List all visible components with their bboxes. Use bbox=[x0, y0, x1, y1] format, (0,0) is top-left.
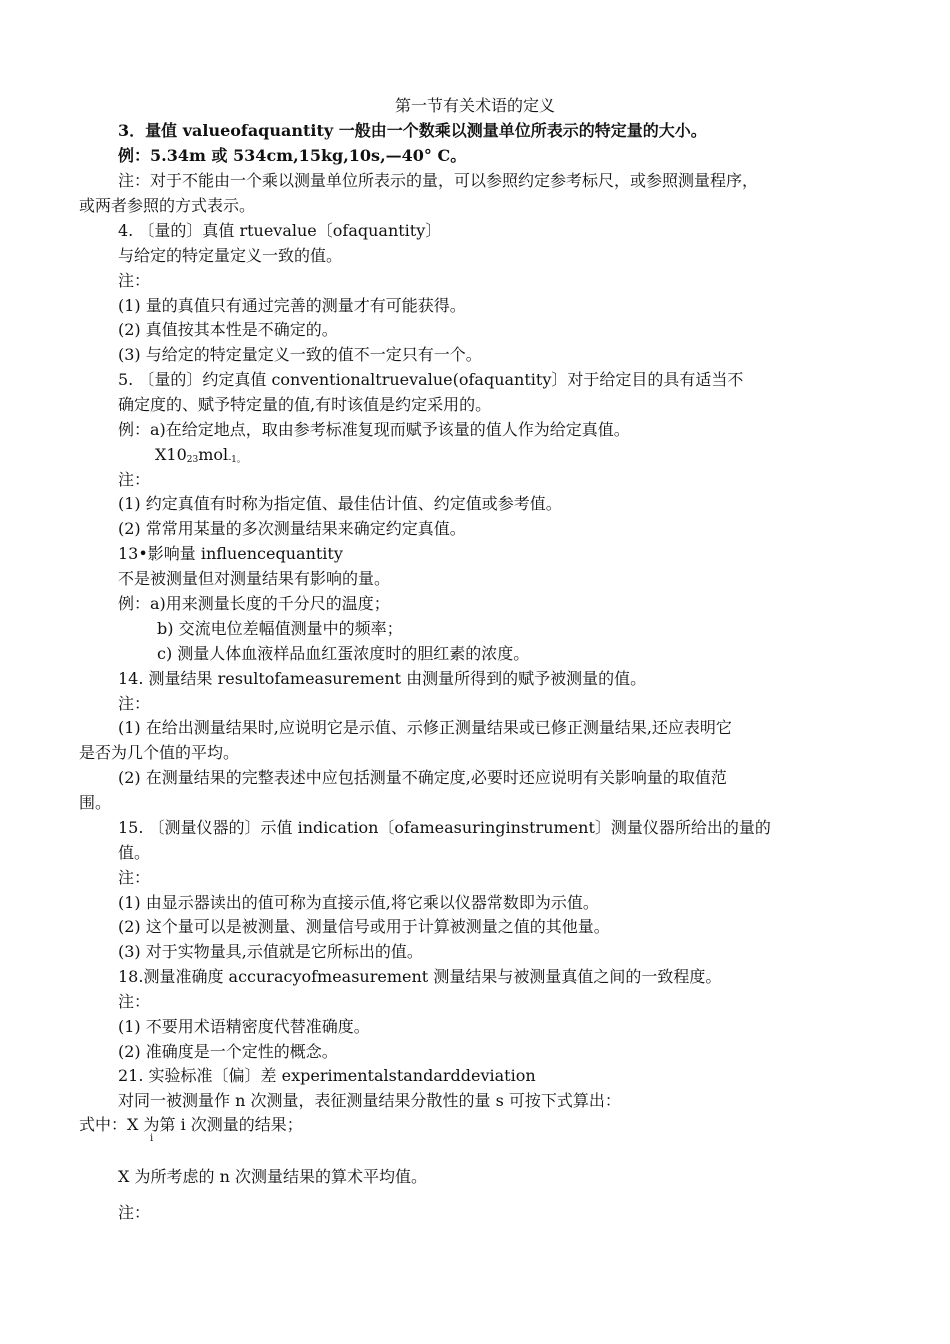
note-item-cont: 是否为几个值的平均。 bbox=[79, 743, 240, 762]
note-item: (2) 准确度是一个定性的概念。 bbox=[118, 1042, 338, 1061]
term-18-line: 18.测量准确度 accuracyofmeasurement 测量结果与被测量真值之间的一致程度。 bbox=[118, 967, 722, 986]
note-item: (2) 在测量结果的完整表述中应包括测量不确定度,必要时还应说明有关影响量的取值范 bbox=[118, 768, 727, 787]
note-item: (2) 这个量可以是被测量、测量信号或用于计算被测量之值的其他量。 bbox=[118, 917, 610, 936]
term-15-line-cont: 值。 bbox=[118, 843, 151, 862]
note-item: (1) 在给出测量结果时,应说明它是示值、示修正测量结果或已修正测量结果,还应表明它 bbox=[118, 718, 732, 737]
note-label: 注： bbox=[118, 694, 151, 713]
term-3-line: 3．量值 valueofaquantity 一般由一个数乘以测量单位所表示的特定量的大小。 bbox=[118, 121, 707, 140]
term-3-note-cont: 或两者参照的方式表示。 bbox=[79, 196, 256, 215]
note-item: (1) 量的真值只有通过完善的测量才有可能获得。 bbox=[118, 296, 466, 315]
formula-where-line: 式中：X 为第 i 次测量的结果； bbox=[79, 1115, 303, 1134]
term-4-line: 4. 〔量的〕真值 rtuevalue〔ofaquantity〕 bbox=[118, 221, 442, 240]
note-label: 注： bbox=[118, 271, 151, 290]
avogadro-value: $X10_{23}mol_{-1。}$ bbox=[155, 445, 246, 465]
note-label: 注： bbox=[118, 1203, 151, 1222]
note-item: (2) 真值按其本性是不确定的。 bbox=[118, 320, 338, 339]
term-21-def: 对同一被测量作 n 次测量，表征测量结果分散性的量 s 可按下式算出： bbox=[118, 1091, 621, 1110]
term-14-line: 14. 测量结果 resultofameasurement 由测量所得到的赋予被测量的值。 bbox=[118, 669, 647, 688]
term-5-example: 例：a)在给定地点，取由参考标准复现而赋予该量的值人作为给定真值。 bbox=[118, 420, 630, 439]
note-label: 注： bbox=[118, 992, 151, 1011]
note-item: (1) 约定真值有时称为指定值、最佳估计值、约定值或参考值。 bbox=[118, 494, 562, 513]
term-13-example-c: c) 测量人体血液样品血红蛋浓度时的胆红素的浓度。 bbox=[157, 644, 530, 663]
note-item-cont: 围。 bbox=[79, 793, 112, 812]
term-13-example-b: b) 交流电位差幅值测量中的频率； bbox=[157, 619, 403, 638]
term-21-line: 21. 实验标准〔偏〕差 experimentalstandarddeviation bbox=[118, 1066, 536, 1085]
note-label: 注： bbox=[118, 470, 151, 489]
note-item: (1) 由显示器读出的值可称为直接示值,将它乘以仪器常数即为示值。 bbox=[118, 893, 599, 912]
note-item: (2) 常常用某量的多次测量结果来确定约定真值。 bbox=[118, 519, 466, 538]
note-item: (1) 不要用术语精密度代替准确度。 bbox=[118, 1017, 370, 1036]
term-15-line: 15. 〔测量仪器的〕示值 indication〔ofameasuringinstrument〕测量仪器所给出的量的 bbox=[118, 818, 771, 837]
term-13-example: 例：a)用来测量长度的千分尺的温度； bbox=[118, 594, 390, 613]
term-4-def: 与给定的特定量定义一致的值。 bbox=[118, 246, 343, 265]
term-5-line: 5. 〔量的〕约定真值 conventionaltruevalue(ofaquantity〕对于给定目的具有适当不 bbox=[118, 370, 744, 389]
term-3-note: 注：对于不能由一个乘以测量单位所表示的量，可以参照约定参考标尺，或参照测量程序， bbox=[118, 171, 759, 190]
note-item: (3) 对于实物量具,示值就是它所标出的值。 bbox=[118, 942, 423, 961]
note-item: (3) 与给定的特定量定义一致的值不一定只有一个。 bbox=[118, 345, 482, 364]
note-label: 注： bbox=[118, 868, 151, 887]
term-3-example: 例：5.34m 或 534cm,15kg,10s,—40° C。 bbox=[118, 146, 467, 165]
xi-subscript: i bbox=[150, 1133, 154, 1144]
section-title: 第一节有关术语的定义 bbox=[394, 96, 555, 115]
term-13-line: 13•影响量 influencequantity bbox=[118, 544, 343, 563]
term-13-def: 不是被测量但对测量结果有影响的量。 bbox=[118, 569, 391, 588]
term-5-line-cont: 确定度的、赋予特定量的值,有时该值是约定采用的。 bbox=[118, 395, 492, 414]
mean-definition: X 为所考虑的 n 次测量结果的算术平均值。 bbox=[118, 1167, 427, 1186]
